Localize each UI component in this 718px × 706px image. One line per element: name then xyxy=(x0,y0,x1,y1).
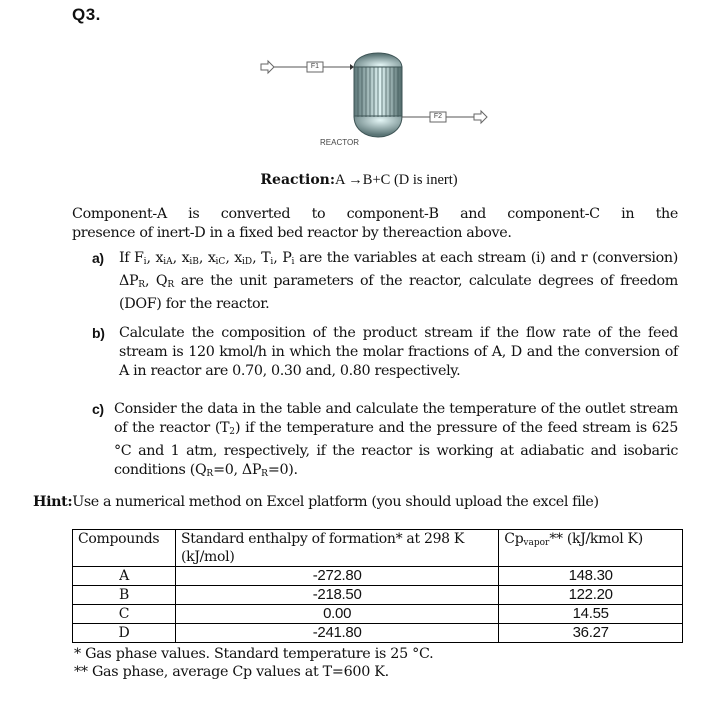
reaction-label: Reaction: xyxy=(260,172,336,188)
hint-label: Hint: xyxy=(33,494,73,510)
cp-cell: 36.27 xyxy=(499,624,683,643)
cp-cell: 122.20 xyxy=(499,586,683,605)
enthalpy-cell: -218.50 xyxy=(175,586,498,605)
enthalpy-cell: -241.80 xyxy=(175,624,498,643)
part-b-text: Calculate the composition of the product stream if the flow rate of the feed stream is 120 kmol/h in which the molar fractions of A, D and the conversion of A in reactor are 0.70, 0.30 and, 0.80 respectively. xyxy=(119,325,678,379)
question-number: Q3. xyxy=(72,5,101,24)
product-stream-label: F2 xyxy=(433,113,443,120)
reaction-equation xyxy=(0,172,718,189)
footnote-2: ** Gas phase, average Cp values at T=600 K. xyxy=(74,664,389,680)
table-row xyxy=(73,567,683,586)
compound-cell: B xyxy=(73,586,176,605)
cp-cell: 148.30 xyxy=(499,567,683,586)
part-c-marker: c) xyxy=(92,401,104,417)
reactor-flow-diagram xyxy=(250,30,510,160)
product-outlet-arrow-icon xyxy=(474,111,487,123)
part-b-marker: b) xyxy=(92,325,105,341)
part-c-text: Consider the data in the table and calculate the temperature of the outlet stream of the reactor $(T_2)$ if the temperature and the pressure of the feed stream is 625 °C and 1 atm, respectively, if the reactor is working at adiabatic and isobaric conditions ($Q_R=0$, $\Delta P_R=0$). xyxy=(114,401,678,479)
compound-cell: A xyxy=(73,567,176,586)
feed-inlet-arrow-icon xyxy=(261,61,274,73)
feed-stream-label: F1 xyxy=(310,63,320,70)
footnote-1: * Gas phase values. Standard temperature is 25 °C. xyxy=(74,646,434,662)
table-row xyxy=(73,586,683,605)
hint-line xyxy=(33,494,599,510)
table-row xyxy=(73,605,683,624)
header-cp: $Cp_{vapor}**$ (kJ/kmol K) xyxy=(499,530,683,567)
part-a-marker: a) xyxy=(92,250,104,266)
part-c xyxy=(92,400,678,484)
compound-cell: C xyxy=(73,605,176,624)
thermo-data-table xyxy=(72,529,683,643)
enthalpy-cell: 0.00 xyxy=(175,605,498,624)
hint-text: Use a numerical method on Excel platform (you should upload the excel file) xyxy=(72,494,599,510)
table-header-row xyxy=(73,530,683,567)
header-compounds: Compounds xyxy=(73,530,176,567)
intro-paragraph xyxy=(72,205,678,243)
part-a xyxy=(92,249,678,314)
table-row xyxy=(73,624,683,643)
reactor-vessel-icon xyxy=(354,53,402,137)
header-enthalpy: Standard enthalpy of formation* at 298 K (kJ/mol) xyxy=(175,530,498,567)
enthalpy-cell: -272.80 xyxy=(175,567,498,586)
part-b xyxy=(92,324,678,381)
part-a-text: If $F_i$, $x_{iA}$, $x_{iB}$, $x_{iC}$, $x_{iD}$, $T_i$, $P_i$ are the variables at each stream (i) and r (conversion) $\Delta P_R$, $Q_R$ are the unit parameters of the reactor, calculate degrees of freedom (DOF) for the reactor. xyxy=(119,250,678,312)
cp-cell: 14.55 xyxy=(499,605,683,624)
compound-cell: D xyxy=(73,624,176,643)
reaction-formula: A →B+C (D is inert) xyxy=(335,172,458,188)
intro-line-1: Component-A is converted to component-B and component-C in the xyxy=(72,206,678,222)
reactor-label: REACTOR xyxy=(320,138,359,147)
intro-line-2: presence of inert-D in a fixed bed reactor by thereaction above. xyxy=(72,225,512,241)
